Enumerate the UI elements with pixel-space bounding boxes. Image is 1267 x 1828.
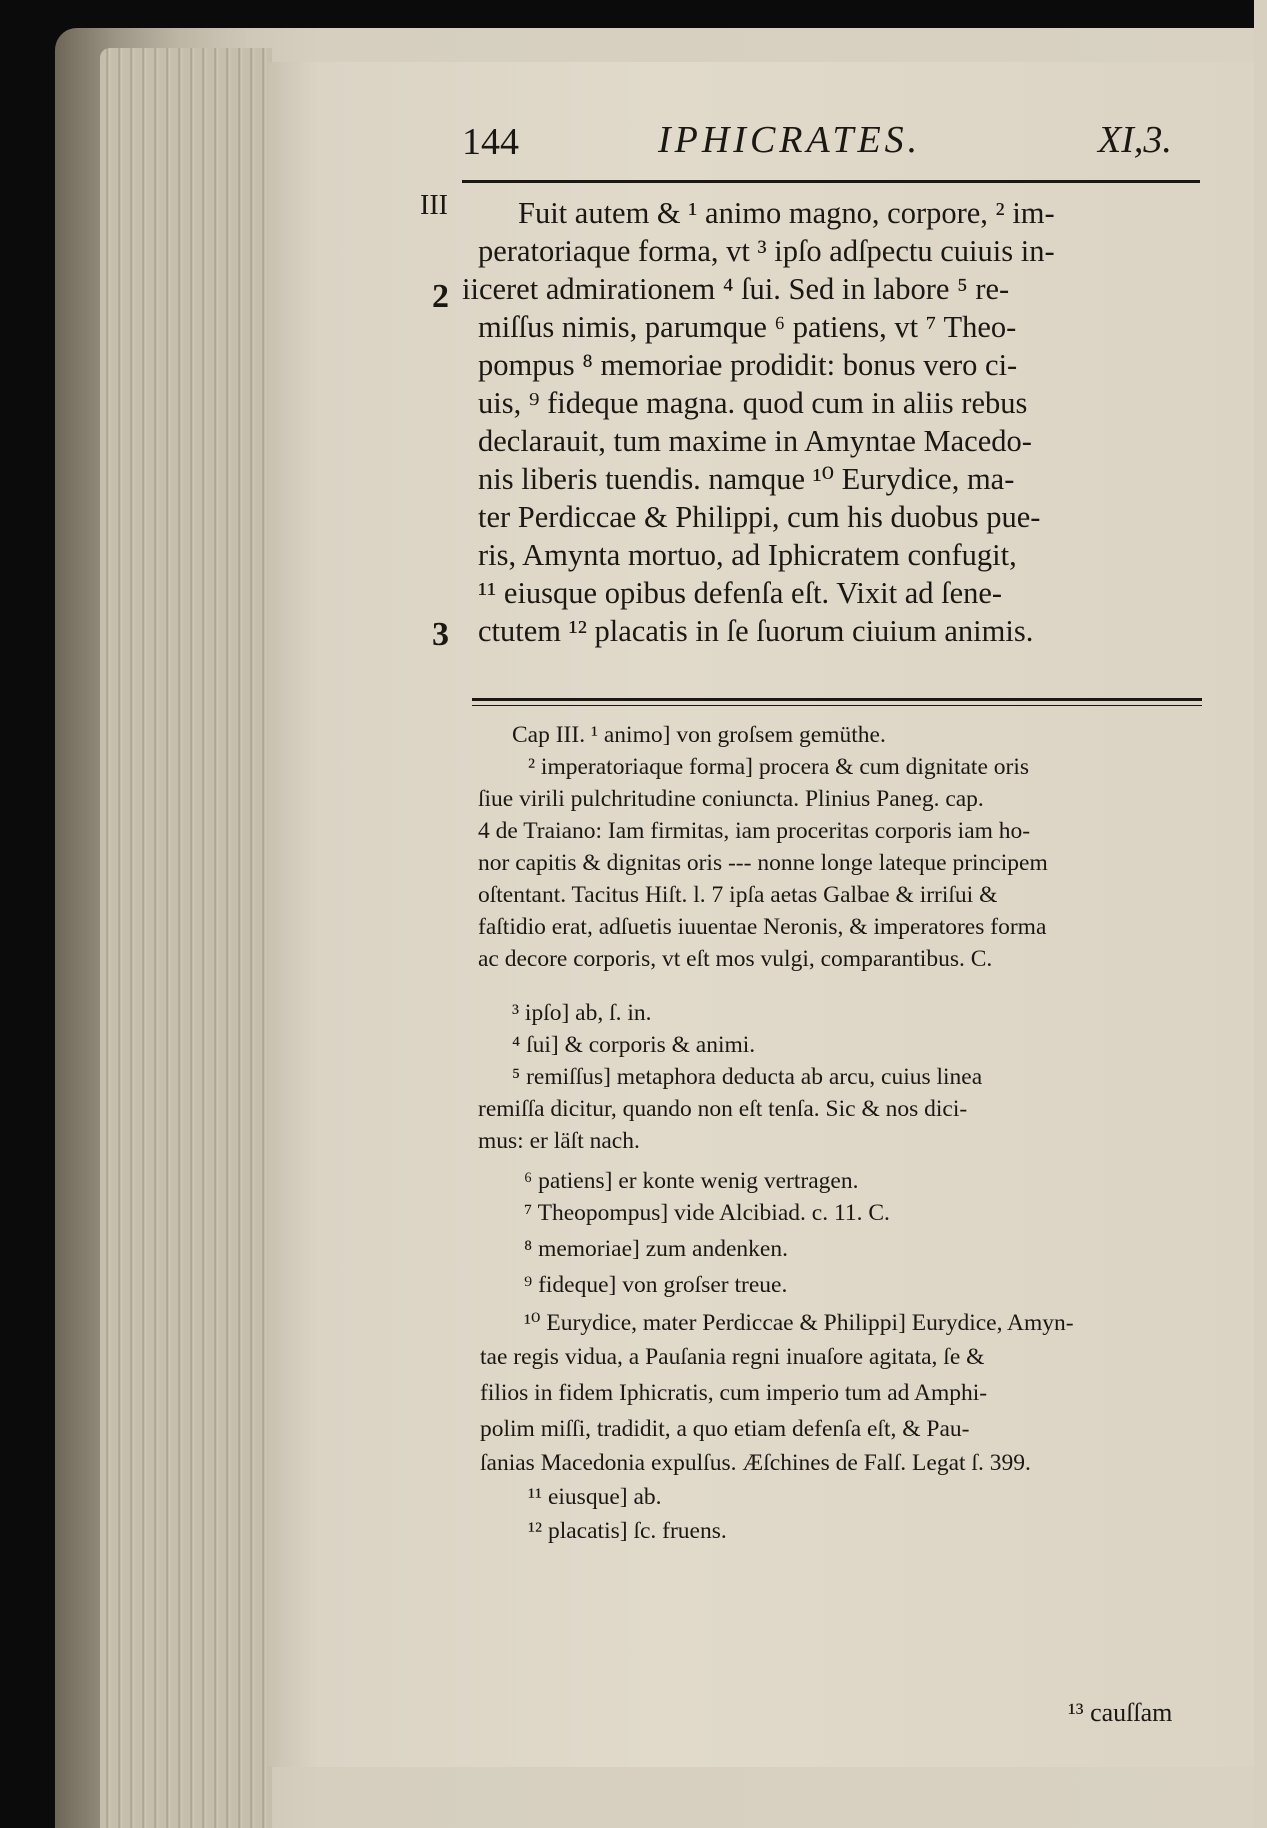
- text-line: ris, Amynta mortuo, ad Iphicratem confugit,: [478, 538, 1017, 572]
- note-line: ⁹ fideque] von groſser treue.: [524, 1272, 788, 1298]
- note-line: ⁷ Theopompus] vide Alcibiad. c. 11. C.: [524, 1200, 890, 1226]
- margin-note: 2: [432, 278, 449, 315]
- note-line: ⁸ memoriae] zum andenken.: [524, 1236, 788, 1262]
- text-line: ter Perdiccae & Philippi, cum his duobus pue-: [478, 500, 1041, 534]
- note-line: ⁶ patiens] er konte wenig vertragen.: [524, 1168, 859, 1194]
- note-line: ² imperatoriaque forma] procera & cum dignitate oris: [528, 754, 1030, 780]
- note-line: ¹⁰ Eurydice, mater Perdiccae & Philippi] Eurydice, Amyn-: [524, 1310, 1074, 1336]
- text-line: pompus ⁸ memoriae prodidit: bonus vero ci-: [478, 348, 1018, 382]
- note-line: remiſſa dicitur, quando non eſt tenſa. Sic & nos dici-: [478, 1096, 968, 1122]
- note-line: ⁴ ſui] & corporis & animi.: [512, 1032, 756, 1058]
- note-line: mus: er läſt nach.: [478, 1128, 640, 1154]
- text-line: ctutem ¹² placatis in ſe ſuorum ciuium animis.: [478, 614, 1034, 648]
- note-line: faſtidio erat, adſuetis iuuentae Neronis, & imperatores forma: [478, 914, 1047, 940]
- running-title: IPHICRATES.: [658, 119, 922, 161]
- page-edges: [100, 48, 272, 1828]
- text-line: ¹¹ eiusque opibus defenſa eſt. Vixit ad ſene-: [478, 576, 1003, 610]
- header-rule: [462, 180, 1200, 183]
- margin-note: 3: [432, 616, 449, 653]
- page-number: 144: [462, 121, 519, 163]
- text-line: declarauit, tum maxime in Amyntae Macedo-: [478, 424, 1032, 458]
- note-line: ſiue virili pulchritudine coniuncta. Plinius Paneg. cap.: [478, 786, 984, 812]
- note-line: tae regis vidua, a Pauſania regni inuaſore agitata, ſe &: [480, 1344, 985, 1370]
- text-line: miſſus nimis, parumque ⁶ patiens, vt ⁷ Theo-: [478, 310, 1017, 344]
- note-line: ³ ipſo] ab, ſ. in.: [512, 1000, 652, 1026]
- catchword: ¹³ cauſſam: [1068, 1698, 1173, 1727]
- text-line: nis liberis tuendis. namque ¹⁰ Eurydice, ma-: [478, 462, 1015, 496]
- note-line: nor capitis & dignitas oris --- nonne longe lateque principem: [478, 850, 1048, 876]
- note-line: ¹² placatis] ſc. fruens.: [528, 1518, 727, 1544]
- note-line: ac decore corporis, vt eſt mos vulgi, comparantibus. C.: [478, 946, 993, 972]
- note-line: filios in fidem Iphicratis, cum imperio tum ad Amphi-: [480, 1380, 988, 1406]
- note-line: ¹¹ eiusque] ab.: [528, 1484, 662, 1510]
- chapter-marker: III: [420, 190, 448, 221]
- right-page-edge: [1254, 0, 1267, 1828]
- text-line: peratoriaque forma, vt ³ ipſo adſpectu cuiuis in-: [478, 234, 1055, 268]
- note-line: ſanias Macedonia expulſus. Æſchines de Falſ. Legat ſ. 399.: [480, 1450, 1031, 1476]
- text-line: Fuit autem & ¹ animo magno, corpore, ² im-: [518, 196, 1055, 230]
- notes-rule: [472, 698, 1202, 701]
- note-line: 4 de Traiano: Iam firmitas, iam proceritas corporis iam ho-: [478, 818, 1031, 844]
- note-line: polim miſſi, tradidit, a quo etiam defenſa eſt, & Pau-: [480, 1416, 970, 1442]
- note-line: ⁵ remiſſus] metaphora deducta ab arcu, cuius linea: [512, 1064, 983, 1090]
- text-line: uis, ⁹ fideque magna. quod cum in aliis rebus: [478, 386, 1028, 420]
- notes-rule-thin: [472, 705, 1202, 706]
- note-line: oſtentant. Tacitus Hiſt. l. 7 ipſa aetas Galbae & irriſui &: [478, 882, 998, 908]
- note-line: Cap III. ¹ animo] von groſsem gemüthe.: [512, 722, 886, 748]
- chapter-reference: XI,3.: [1098, 119, 1172, 161]
- text-line: iiceret admirationem ⁴ ſui. Sed in labore ⁵ re-: [462, 272, 1010, 306]
